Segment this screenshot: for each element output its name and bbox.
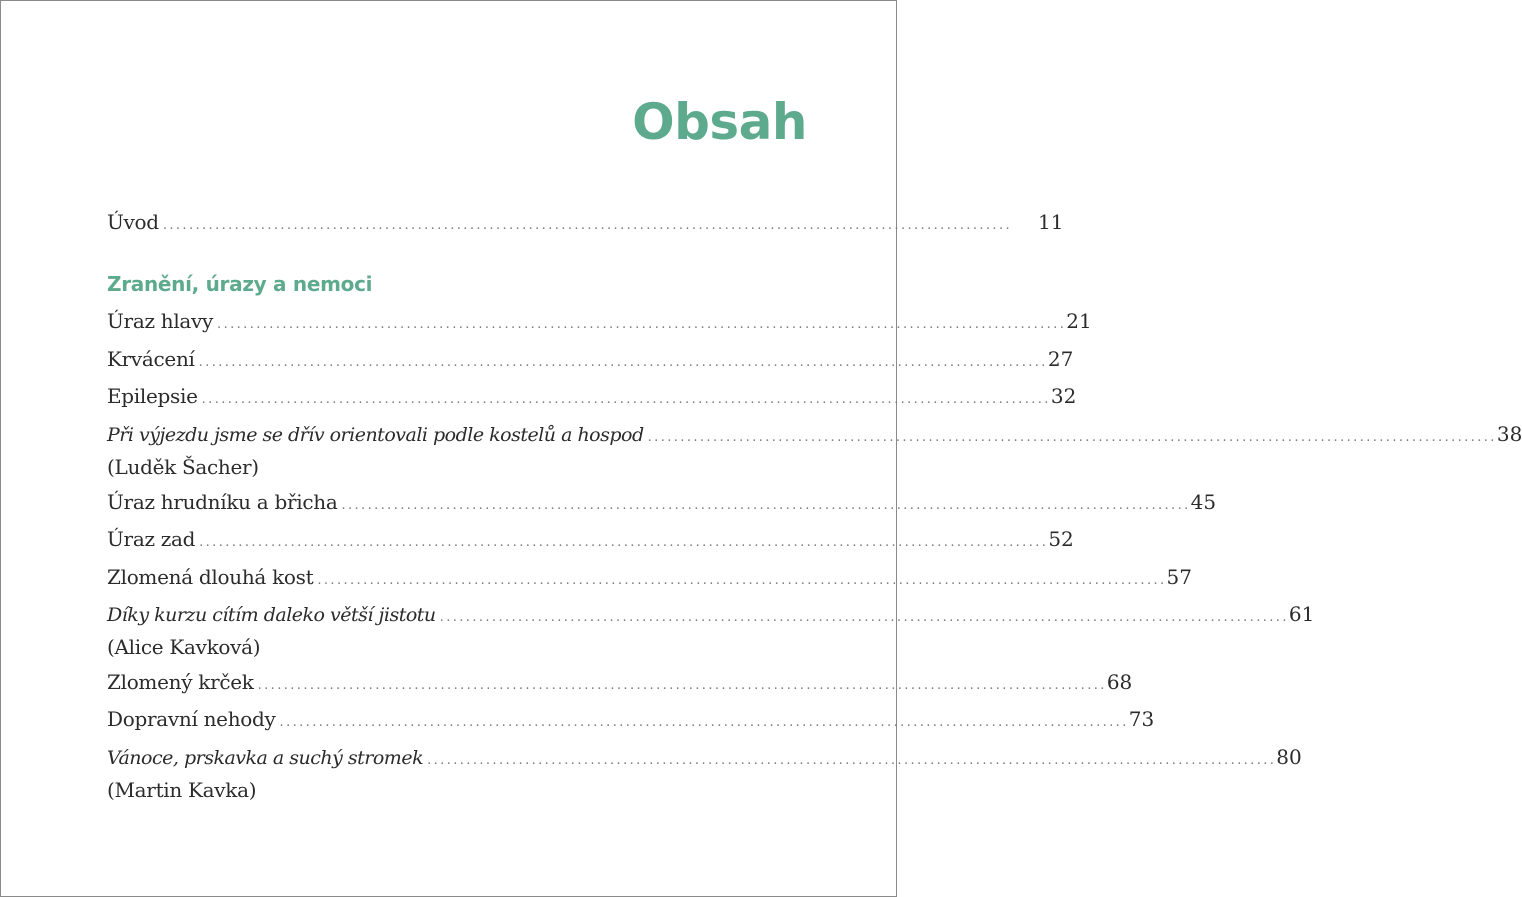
dot-leader: .................................................................................................................................. xyxy=(439,610,1289,625)
toc-entry xyxy=(107,490,1217,520)
toc-page-number: 11 xyxy=(1038,210,1064,234)
toc-entry-author: (Alice Kavková) xyxy=(107,635,261,659)
toc-entry-label: Zlomený krček xyxy=(107,670,254,694)
dot-leader: .................................................................................................................................. xyxy=(341,498,1191,513)
toc-entry-label: Dopravní nehody xyxy=(107,707,276,731)
toc-page-number: 21 xyxy=(1066,309,1092,333)
toc-page-number: 27 xyxy=(1047,347,1074,371)
toc-entry-label: Díky kurzu cítím daleko větší jistotu xyxy=(107,604,436,626)
dot-leader: .................................................................................................................................. xyxy=(647,430,1497,445)
dot-leader: .................................................................................................................................. xyxy=(279,715,1129,730)
toc-page-number: 57 xyxy=(1166,565,1192,589)
toc-entry xyxy=(107,384,1077,414)
dot-leader: .................................................................................................................................. xyxy=(217,317,1067,332)
toc-entry-label: Zlomená dlouhá kost xyxy=(107,565,314,589)
toc-entry-label: Úvod xyxy=(107,210,159,234)
toc-entry xyxy=(107,707,1155,737)
toc-entry-story xyxy=(107,745,1302,805)
toc-entry-intro xyxy=(107,210,1064,240)
section-heading: Zranění, úrazy a nemoci xyxy=(107,272,373,296)
dot-leader: .................................................................................................................................. xyxy=(199,535,1049,550)
toc-entry xyxy=(107,309,1092,339)
toc-page-number: 45 xyxy=(1190,490,1217,514)
toc-entry-label: Epilepsie xyxy=(107,384,198,408)
toc-entry xyxy=(107,527,1074,557)
toc-entry-story xyxy=(107,422,1522,482)
toc-entry-label: Při výjezdu jsme se dřív orientovali podle kostelů a hospod xyxy=(107,424,644,446)
dot-leader: .................................................................................................................................. xyxy=(162,218,1013,233)
toc-entry-author: (Martin Kavka) xyxy=(107,778,257,802)
toc-entry xyxy=(107,670,1133,700)
toc-entry xyxy=(107,565,1192,595)
toc-page-number: 73 xyxy=(1128,707,1155,731)
toc-entry xyxy=(107,347,1074,377)
toc-entry-label: Úraz hrudníku a břicha xyxy=(107,490,338,514)
toc-entry-label: Vánoce, prskavka a suchý stromek xyxy=(107,747,424,769)
toc-page-number: 80 xyxy=(1276,745,1302,769)
dot-leader: .................................................................................................................................. xyxy=(198,355,1048,370)
dot-leader: .................................................................................................................................. xyxy=(201,392,1051,407)
toc-page-number: 61 xyxy=(1288,602,1315,626)
dot-leader: .................................................................................................................................. xyxy=(427,753,1277,768)
toc-entry-author: (Luděk Šacher) xyxy=(107,455,259,479)
toc-entry-story xyxy=(107,602,1315,662)
toc-page-number: 68 xyxy=(1106,670,1133,694)
dot-leader: .................................................................................................................................. xyxy=(317,573,1167,588)
toc-page-number: 32 xyxy=(1050,384,1077,408)
toc-entry-label: Krvácení xyxy=(107,347,195,371)
dot-leader: .................................................................................................................................. xyxy=(257,678,1107,693)
toc-entry-label: Úraz zad xyxy=(107,527,196,551)
page-title: Obsah xyxy=(632,93,807,151)
toc-entry-label: Úraz hlavy xyxy=(107,309,214,333)
toc-page-number: 38 xyxy=(1496,422,1522,446)
toc-page-number: 52 xyxy=(1048,527,1074,551)
